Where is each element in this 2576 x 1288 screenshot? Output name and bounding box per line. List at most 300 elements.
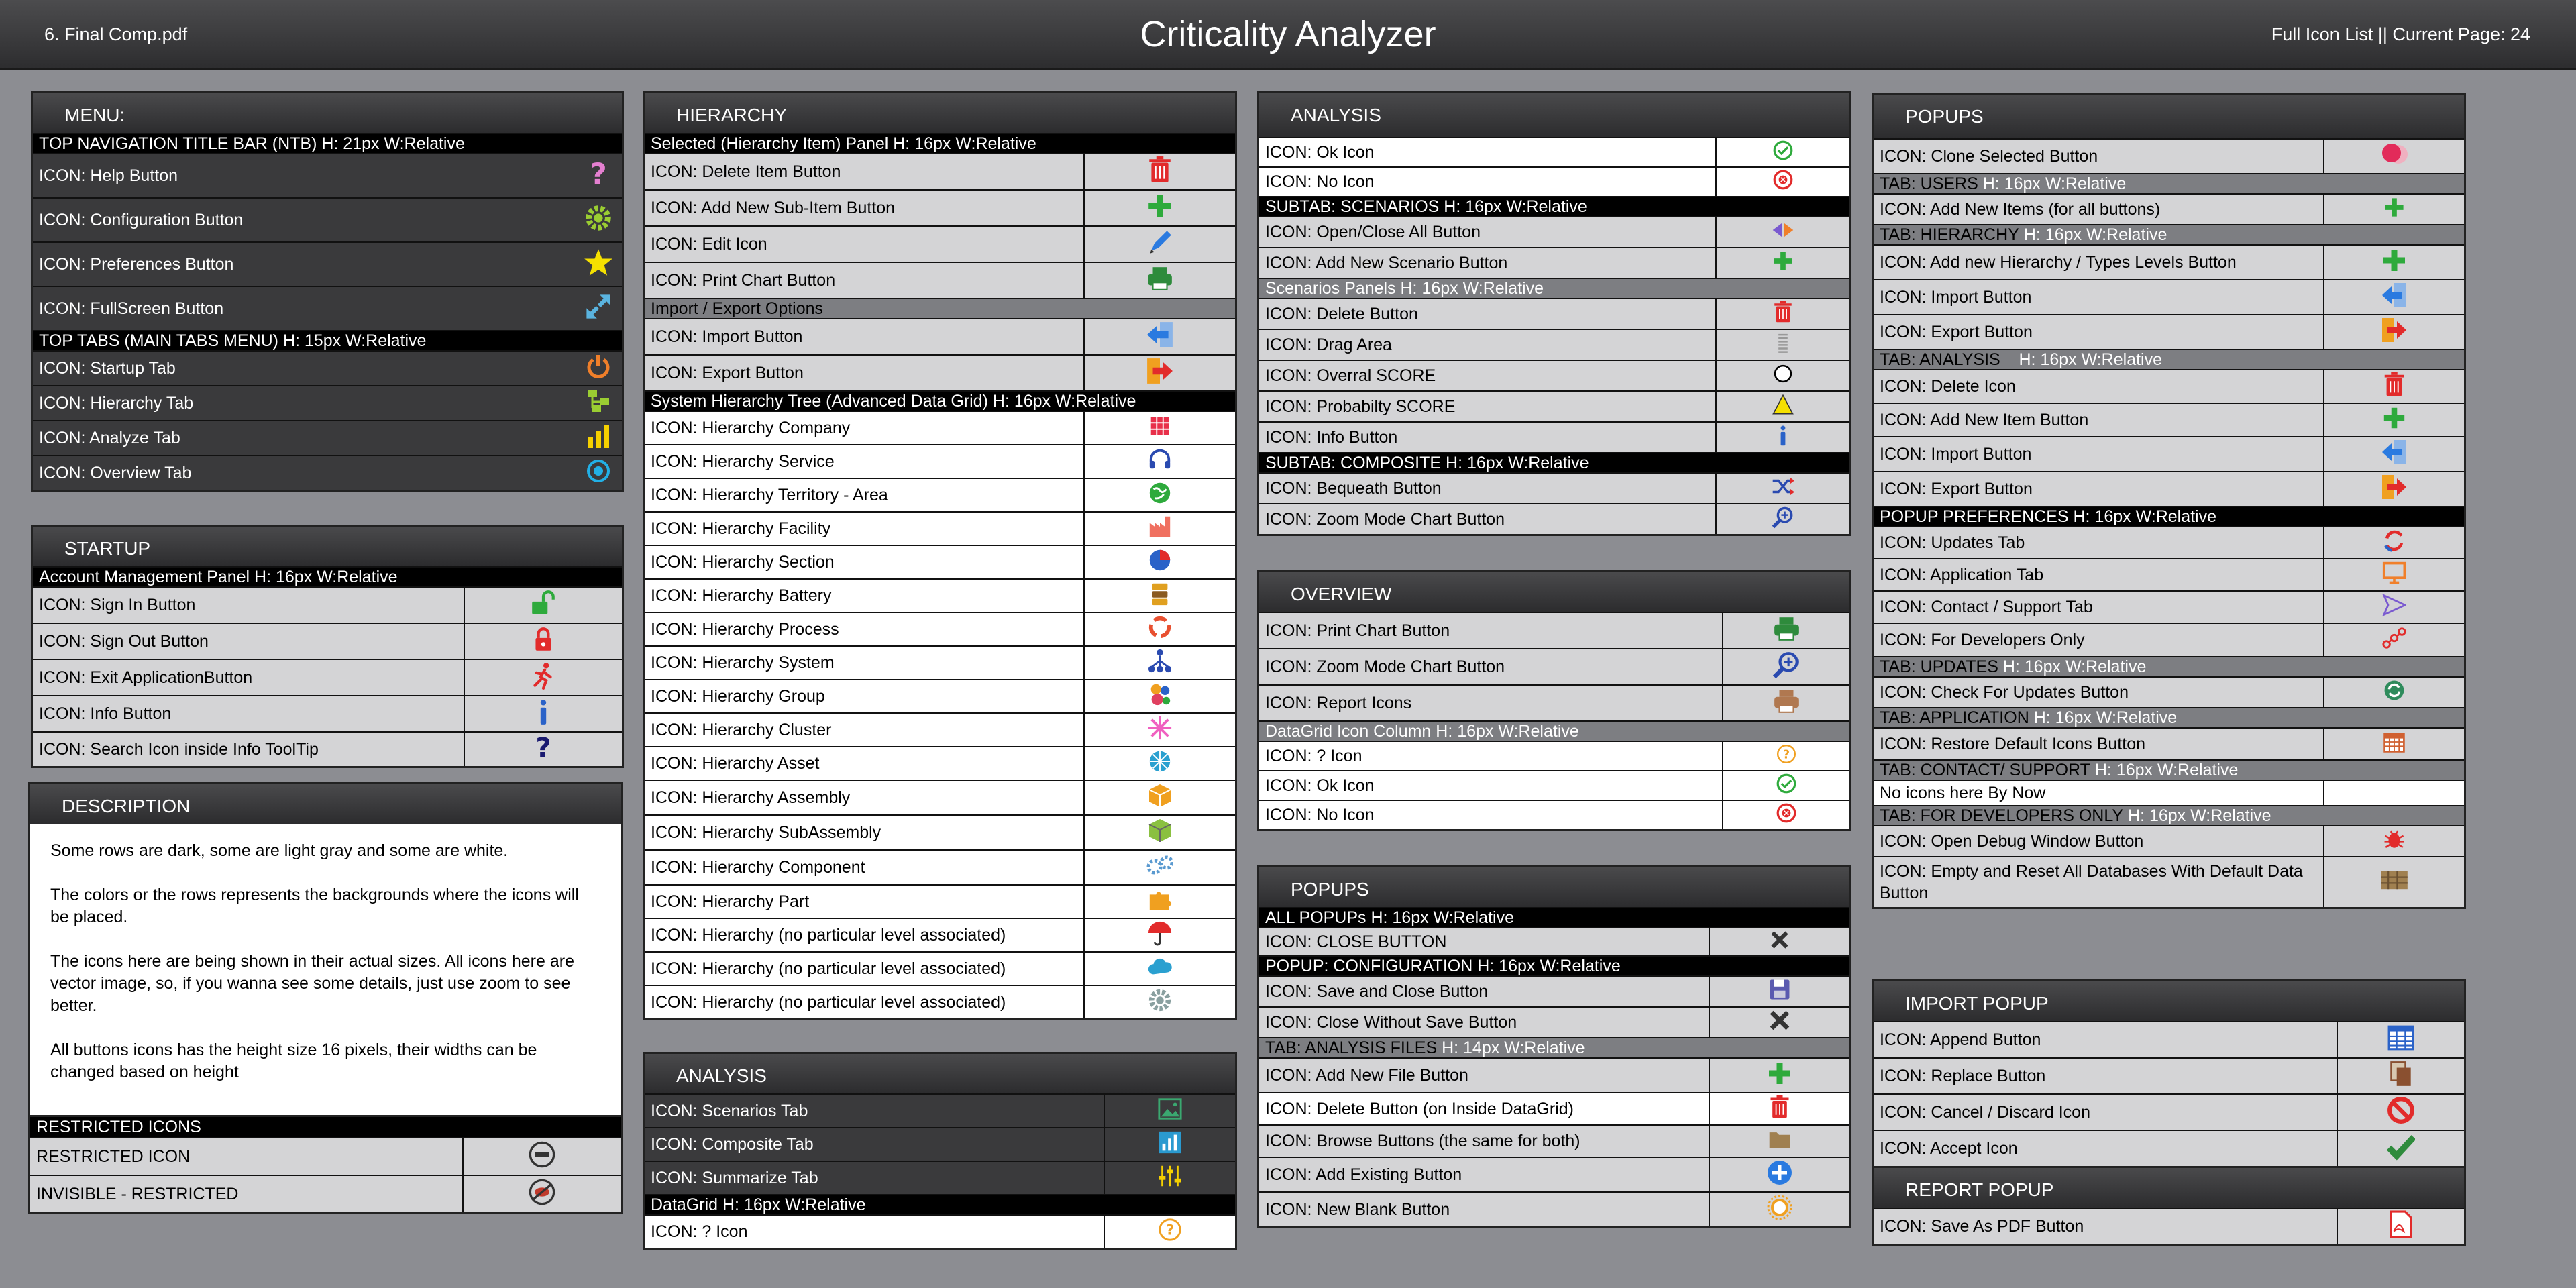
row-label [645, 1195, 1235, 1214]
printer-icon [1146, 264, 1174, 297]
row-label [33, 660, 464, 695]
icon-row [1874, 558, 2464, 590]
row-label-text: ICON: Hierarchy (no particular level associated) [651, 925, 1006, 945]
row-label-text: ICON: Hierarchy SubAssembly [651, 822, 881, 842]
icon-cell [2323, 370, 2464, 402]
row-label [1259, 168, 1715, 196]
row-label [1874, 437, 2323, 471]
battery-icon [1147, 581, 1173, 611]
pdf-icon [2387, 1210, 2415, 1243]
row-label [645, 919, 1083, 951]
section-header-row [645, 1194, 1235, 1214]
row-label-text: ICON: Hierarchy (no particular level associated) [651, 992, 1006, 1012]
row-label-text: ICON: For Developers Only [1880, 630, 2085, 649]
row-label [645, 647, 1083, 679]
restricted-panel [28, 1115, 623, 1214]
row-label-text: ICON: Exit ApplicationButton [39, 667, 253, 687]
section-header-row [1259, 907, 1849, 927]
icon-row [1259, 1191, 1849, 1226]
panel-title: POPUPS [1874, 95, 2464, 138]
row-label [1259, 771, 1722, 800]
section-header-row [1874, 173, 2464, 193]
icon-row [1874, 856, 2464, 907]
report-popup-panel [1872, 1166, 2466, 1246]
row-label [1874, 1209, 2337, 1244]
row-label [645, 781, 1083, 814]
icon-row [33, 153, 622, 197]
row-label [1259, 453, 1849, 472]
row-label [33, 134, 622, 153]
icon-row [33, 695, 622, 731]
icon-cell [462, 1138, 621, 1175]
row-label-text: ICON: Hierarchy Tab [39, 393, 194, 413]
panel-title: RESTRICTED ICONS [36, 1117, 201, 1136]
icon-cell [464, 733, 622, 766]
row-label-text: ICON: Help Button [39, 166, 178, 185]
row-label-text: ICON: Drag Area [1265, 335, 1392, 354]
row-label [645, 191, 1083, 225]
icon-cell [2323, 624, 2464, 656]
row-label [645, 546, 1083, 578]
icon-row [33, 241, 622, 286]
icon-row [1874, 369, 2464, 402]
row-label-text: ICON: Browse Buttons (the same for both) [1265, 1131, 1580, 1150]
row-label [645, 816, 1083, 849]
icon-cell [2323, 729, 2464, 759]
icon-cell [464, 660, 622, 695]
row-label [1259, 1093, 1709, 1124]
row-label [33, 331, 622, 350]
row-label-text: ICON: Add New File Button [1265, 1065, 1468, 1085]
icon-row [1259, 612, 1849, 648]
icon-cell [1715, 330, 1849, 360]
icon-row [1874, 279, 2464, 314]
plus-icon [2383, 196, 2406, 223]
zoom-icon [1772, 506, 1794, 533]
overview-panel [1257, 570, 1851, 831]
running-man-icon [529, 661, 557, 694]
icon-row [1259, 1057, 1849, 1092]
row-label [33, 588, 464, 623]
headset-icon [1147, 447, 1173, 477]
icon-cell [2337, 1095, 2464, 1130]
icon-row [1874, 526, 2464, 558]
section-header-row [1874, 224, 2464, 244]
row-label-text: Account Management Panel H: 16px W:Relative [39, 568, 398, 586]
icon-cell [2323, 404, 2464, 436]
row-label [1259, 1059, 1709, 1092]
icon-row [645, 746, 1235, 780]
icon-cell [1104, 1216, 1235, 1248]
section-header-row [645, 298, 1235, 318]
icon-row [1874, 138, 2464, 173]
import-icon [2381, 439, 2408, 470]
icon-row [33, 385, 622, 420]
icon-row [1259, 684, 1849, 720]
icon-row [645, 262, 1235, 298]
icon-cell [1083, 986, 1235, 1018]
row-label [33, 154, 575, 197]
umbrella-icon [1147, 920, 1173, 951]
trash-icon [1768, 1095, 1792, 1124]
row-label-suffix: H: 16px W:Relative [2090, 761, 2239, 780]
network-icon [1147, 648, 1173, 678]
panel-title: REPORT POPUP [1874, 1168, 2464, 1208]
row-label-text: ICON: Bequeath Button [1265, 478, 1442, 498]
icon-row [1259, 166, 1849, 196]
section-header-row [1874, 656, 2464, 676]
row-label [645, 885, 1083, 918]
icon-row [33, 586, 622, 623]
subassembly-icon [1146, 817, 1173, 849]
row-label-text: ICON: Delete Icon [1880, 376, 2016, 396]
popups-mid-panel [1257, 865, 1851, 1228]
row-label [1874, 729, 2323, 759]
icon-cell [575, 421, 622, 455]
row-label-text: ICON: Zoom Mode Chart Button [1265, 509, 1505, 529]
icon-cell [2337, 1059, 2464, 1093]
description-paragraph: The colors or the rows represents the backgrounds where the icons will be placed. [50, 885, 579, 926]
pencil-icon [1146, 228, 1174, 261]
row-label [1874, 826, 2323, 856]
gears-icon [1146, 852, 1173, 883]
icon-cell [2337, 1131, 2464, 1166]
row-label [1259, 279, 1849, 298]
row-label [1259, 613, 1722, 648]
row-label-text: ICON: Application Tab [1880, 565, 2044, 584]
check-icon [2387, 1132, 2415, 1165]
icon-row [645, 780, 1235, 814]
row-label-text: ALL POPUPs H: 16px W:Relative [1265, 908, 1514, 927]
row-label [1259, 1038, 1849, 1057]
export-icon [2381, 317, 2408, 348]
monitor-icon [2382, 561, 2406, 590]
row-label-text: ICON: Hierarchy Company [651, 418, 851, 437]
icon-row [1259, 472, 1849, 503]
restricted-icon [527, 1140, 557, 1174]
row-label [645, 479, 1083, 511]
hierarchy-icon [585, 388, 612, 419]
icon-cell [1709, 977, 1849, 1006]
row-label-text: ICON: Hierarchy (no particular level associated) [651, 959, 1006, 978]
section-header-row [33, 133, 622, 153]
icon-row [645, 444, 1235, 478]
icon-row [33, 455, 622, 490]
row-label [1259, 957, 1849, 975]
row-label-text: TOP NAVIGATION TITLE BAR (NTB) H: 21px W:Relative [39, 134, 465, 153]
icon-row [1874, 825, 2464, 856]
row-label [1874, 781, 2323, 805]
row-label [1259, 686, 1722, 720]
startup-panel [31, 525, 624, 768]
icon-row [1259, 1157, 1849, 1191]
icon-row [33, 286, 622, 330]
icon-cell [2323, 559, 2464, 590]
row-label [1259, 361, 1715, 390]
icon-row [30, 1175, 621, 1212]
row-label [1259, 217, 1715, 247]
row-label-text: ICON: Sign Out Button [39, 631, 209, 651]
row-label [645, 714, 1083, 746]
row-label-text: ICON: ? Icon [651, 1222, 748, 1241]
row-label-text: ICON: Contact / Support Tab [1880, 597, 2093, 616]
row-label [1259, 1126, 1709, 1157]
icon-row [1259, 741, 1849, 770]
icon-cell [2323, 472, 2464, 506]
bar-chart-icon [585, 423, 612, 454]
icon-row [1874, 623, 2464, 656]
calendar-icon [2382, 730, 2406, 759]
row-label [33, 287, 575, 330]
row-label [1874, 246, 2323, 279]
row-label-text: TAB: USERS [1880, 174, 1978, 193]
svg-text:?: ? [1165, 1222, 1175, 1238]
asset-icon [1147, 749, 1173, 779]
icon-cell [464, 588, 622, 623]
open-close-icon [1772, 219, 1794, 246]
icon-row [1259, 360, 1849, 390]
icon-cell [1104, 1162, 1235, 1194]
row-label [1874, 708, 2464, 727]
icon-row [1874, 402, 2464, 436]
icon-row [33, 350, 622, 385]
shuffle-icon [1772, 475, 1794, 502]
icon-row [1874, 1093, 2464, 1130]
row-label [645, 299, 1235, 318]
icon-cell [1722, 649, 1849, 684]
icon-row [645, 225, 1235, 262]
row-label [645, 1216, 1104, 1248]
icon-row [645, 511, 1235, 545]
fullscreen-icon [584, 292, 613, 326]
row-label [1874, 592, 2323, 623]
row-label-text: ICON: New Blank Button [1265, 1199, 1450, 1219]
plus-icon [1766, 1060, 1793, 1091]
row-label-suffix: H: 16px W:Relative [2029, 708, 2178, 727]
icon-cell [575, 287, 622, 330]
row-label-text: ICON: Summarize Tab [651, 1168, 818, 1187]
row-label-text: DataGrid H: 16px W:Relative [651, 1195, 866, 1214]
row-label [1874, 806, 2464, 825]
row-label-text: ICON: Add New Items (for all buttons) [1880, 199, 2161, 219]
icon-cell [464, 624, 622, 659]
row-label [1259, 742, 1722, 770]
row-label-text: ICON: Edit Icon [651, 234, 767, 254]
row-label [645, 513, 1083, 545]
row-label [1259, 197, 1849, 216]
plus-icon [1146, 192, 1174, 225]
no-icon [1776, 802, 1797, 828]
icon-row [1874, 471, 2464, 506]
lock-icon [529, 625, 557, 658]
import-popup-panel [1872, 979, 2466, 1168]
icon-cell [1083, 885, 1235, 918]
grid-icon [2387, 1024, 2415, 1057]
row-label [645, 412, 1083, 444]
row-label [1874, 527, 2323, 558]
section-header-row [1259, 452, 1849, 472]
row-label-text: ICON: Hierarchy Assembly [651, 788, 851, 807]
icon-row [645, 679, 1235, 712]
row-label [1259, 908, 1849, 927]
row-label-text: ICON: Delete Button [1265, 304, 1418, 323]
row-label [1874, 140, 2323, 173]
row-label-text: Selected (Hierarchy Item) Panel H: 16px W:Relative [651, 134, 1036, 153]
section-header-row [33, 330, 622, 350]
icon-row [645, 578, 1235, 612]
panel-title: HIERARCHY [645, 93, 1235, 133]
icon-cell [1083, 919, 1235, 951]
icon-row [1874, 590, 2464, 623]
analysis-left-panel [643, 1052, 1237, 1250]
row-label-text: SUBTAB: COMPOSITE H: 16px W:Relative [1265, 453, 1589, 472]
section-header-row [645, 133, 1235, 153]
row-label [1259, 649, 1722, 684]
row-label [1874, 1095, 2337, 1130]
icon-cell [2323, 826, 2464, 856]
row-label-text: ICON: Hierarchy Battery [651, 586, 832, 605]
row-label [1874, 350, 2464, 369]
company-icon [1147, 413, 1173, 443]
section-header-row [645, 390, 1235, 411]
folder-icon [1768, 1127, 1792, 1156]
icon-cell [1083, 647, 1235, 679]
icon-row [1874, 727, 2464, 759]
row-label-text: ICON: Zoom Mode Chart Button [1265, 657, 1505, 676]
icon-row [645, 411, 1235, 444]
icon-cell [1104, 1095, 1235, 1127]
icon-cell [1083, 445, 1235, 478]
icon-cell [2323, 195, 2464, 224]
section-header-row [1259, 1037, 1849, 1057]
icon-cell [1083, 816, 1235, 849]
row-label-text: ICON: Overral SCORE [1265, 366, 1436, 385]
puzzle-icon [1147, 887, 1173, 917]
row-label-text: ICON: Add New Scenario Button [1265, 253, 1508, 272]
row-label [1259, 1158, 1709, 1191]
row-label-text: TAB: UPDATES [1880, 657, 1998, 676]
invisible-icon [527, 1177, 557, 1212]
icon-cell [1715, 474, 1849, 503]
icon-cell [1083, 227, 1235, 262]
icon-cell [1722, 613, 1849, 648]
row-label [645, 1095, 1104, 1127]
icon-row [1259, 247, 1849, 278]
no-icon [1772, 169, 1794, 195]
row-label-text: POPUP: CONFIGURATION H: 16px W:Relative [1265, 957, 1621, 975]
description-paragraph: All buttons icons has the height size 16 pixels, their widths can be changed based on height [50, 1040, 537, 1081]
icon-cell [1083, 154, 1235, 189]
circle-icon [1772, 362, 1794, 390]
icon-cell [1083, 513, 1235, 545]
icon-cell [1083, 781, 1235, 814]
question-icon [584, 159, 613, 193]
printer-icon [1772, 614, 1801, 647]
row-label-text: ICON: Save As PDF Button [1880, 1216, 2084, 1236]
section-header-row [1874, 707, 2464, 727]
icon-cell [2323, 527, 2464, 558]
row-label-text: ICON: Hierarchy Cluster [651, 720, 832, 739]
row-label [33, 568, 622, 586]
row-label-text: ICON: Report Icons [1265, 693, 1412, 712]
icon-row [1259, 927, 1849, 955]
plus-icon [2381, 405, 2407, 435]
row-label [1874, 280, 2323, 314]
icon-cell [1715, 392, 1849, 421]
row-label [1874, 761, 2464, 780]
icon-cell [2323, 315, 2464, 349]
row-label [1874, 857, 2323, 907]
icon-cell [575, 154, 622, 197]
row-label-text: ICON: Print Chart Button [1265, 621, 1450, 640]
row-label-text: ICON: Updates Tab [1880, 533, 2025, 552]
cog-icon [1147, 987, 1173, 1018]
icon-cell [2323, 140, 2464, 173]
icon-cell [2323, 592, 2464, 623]
row-label-text: ICON: Empty and Reset All Databases With Default Data Button [1880, 862, 2303, 902]
icon-cell [2323, 246, 2464, 279]
row-label-text: ICON: Export Button [651, 363, 804, 382]
icon-row [1259, 503, 1849, 534]
row-label [33, 421, 575, 455]
target-icon [585, 458, 612, 489]
row-label [645, 1128, 1104, 1161]
icon-row [645, 951, 1235, 985]
row-label [33, 386, 575, 420]
trash-icon [1772, 301, 1794, 328]
icon-cell [2323, 280, 2464, 314]
description-body [30, 824, 621, 1141]
icon-row [645, 1161, 1235, 1194]
icon-row [645, 354, 1235, 390]
globe-icon [1147, 480, 1173, 511]
refresh-icon [2382, 529, 2406, 557]
row-label [645, 851, 1083, 884]
export-icon [1146, 357, 1174, 390]
panel-title: DESCRIPTION [30, 784, 621, 824]
row-label-text: ICON: Close Without Save Button [1265, 1012, 1517, 1032]
row-label [645, 445, 1083, 478]
icon-row [645, 918, 1235, 951]
plus-circle-icon [1766, 1159, 1793, 1191]
icon-row [645, 712, 1235, 746]
row-label [1874, 1022, 2337, 1057]
panel-title: ANALYSIS [1259, 93, 1849, 137]
row-label-text: ICON: Cancel / Discard Icon [1880, 1102, 2090, 1122]
row-label-text: DataGrid Icon Column H: 16px W:Relative [1265, 722, 1579, 741]
icon-cell [1722, 771, 1849, 800]
plus-icon [1772, 250, 1794, 277]
row-label-suffix: H: 16px W:Relative [1998, 657, 2147, 676]
row-label-text: ICON: Preferences Button [39, 254, 234, 274]
group-icon [1147, 682, 1173, 712]
row-label-text: ICON: Hierarchy System [651, 653, 835, 672]
icon-cell [1104, 1128, 1235, 1161]
dev-icon [2381, 625, 2407, 655]
icon-cell [575, 199, 622, 241]
icon-cell [2323, 437, 2464, 471]
icon-cell [1715, 504, 1849, 534]
icon-row [30, 1137, 621, 1175]
info-icon [1772, 424, 1794, 451]
icon-cell [1722, 686, 1849, 720]
page-info: Full Icon List || Current Page: 24 [2271, 24, 2530, 44]
panel-title: ANALYSIS [645, 1054, 1235, 1093]
icon-row [645, 1127, 1235, 1161]
row-label [1874, 174, 2464, 193]
ok-icon [1776, 773, 1797, 799]
icon-row [33, 659, 622, 695]
